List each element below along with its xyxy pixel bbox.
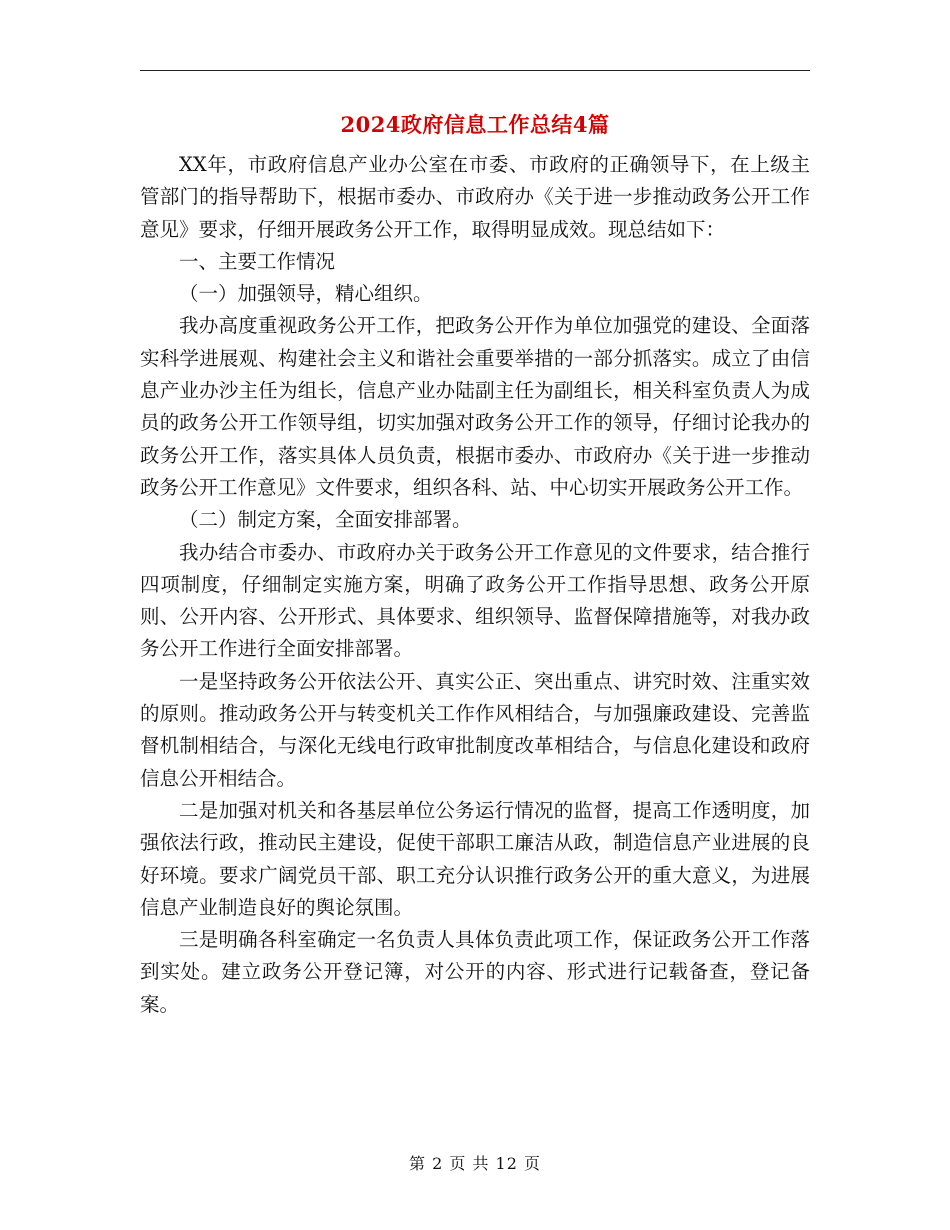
document-title: 2024政府信息工作总结4篇: [340, 112, 610, 137]
paragraph-intro: XX年，市政府信息产业办公室在市委、市政府的正确领导下，在上级主管部门的指导帮助下，根据市委办、市政府办《关于进一步推动政务公开工作意见》要求，仔细开展政务公开工作，取得明显成效。现总结如下：: [140, 153, 810, 241]
subsection-heading-plan: （二）制定方案，全面安排部署。: [179, 508, 472, 532]
page-number: 第 2 页 共 12 页: [409, 1154, 541, 1173]
section-heading-main-work: 一、主要工作情况: [179, 249, 336, 273]
subsection-heading-leadership: （一）加强领导，精心组织。: [179, 282, 433, 306]
paragraph-leadership: 我办高度重视政务公开工作，把政务公开作为单位加强党的建设、全面落实科学进展观、构建社会主义和谐社会重要举措的一部分抓落实。成立了由信息产业办沙主任为组长，信息产业办陆副主任为副组长，相关科室负责人为成员的政务公开工作领导组，切实加强对政务公开工作的领导，仔细讨论我办的政务公开工作，落实具体人员负责，根据市委办、市政府办《关于进一步推动政务公开工作意见》文件要求，组织各科、站、中心切实开展政务公开工作。: [140, 314, 810, 499]
paragraph-point-three: 三是明确各科室确定一名负责人具体负责此项工作，保证政务公开工作落到实处。建立政务公开登记簿，对公开的内容、形式进行记载备查，登记备案。: [140, 928, 810, 1016]
paragraph-point-two: 二是加强对机关和各基层单位公务运行情况的监督，提高工作透明度，加强依法行政，推动民主建设，促使干部职工廉洁从政，制造信息产业进展的良好环境。要求广阔党员干部、职工充分认识推行政务公开的重大意义，为进展信息产业制造良好的舆论氛围。: [140, 798, 810, 919]
paragraph-plan: 我办结合市委办、市政府办关于政务公开工作意见的文件要求，结合推行四项制度，仔细制定实施方案，明确了政务公开工作指导思想、政务公开原则、公开内容、公开形式、具体要求、组织领导、监督保障措施等，对我办政务公开工作进行全面安排部署。: [140, 540, 810, 661]
paragraph-point-one: 一是坚持政务公开依法公开、真实公正、突出重点、讲究时效、注重实效的原则。推动政务公开与转变机关工作作风相结合，与加强廉政建设、完善监督机制相结合，与深化无线电行政审批制度改革相结合，与信息化建设和政府信息公开相结合。: [140, 669, 810, 790]
document-body: [140, 149, 810, 1021]
header-rule: [140, 70, 810, 71]
